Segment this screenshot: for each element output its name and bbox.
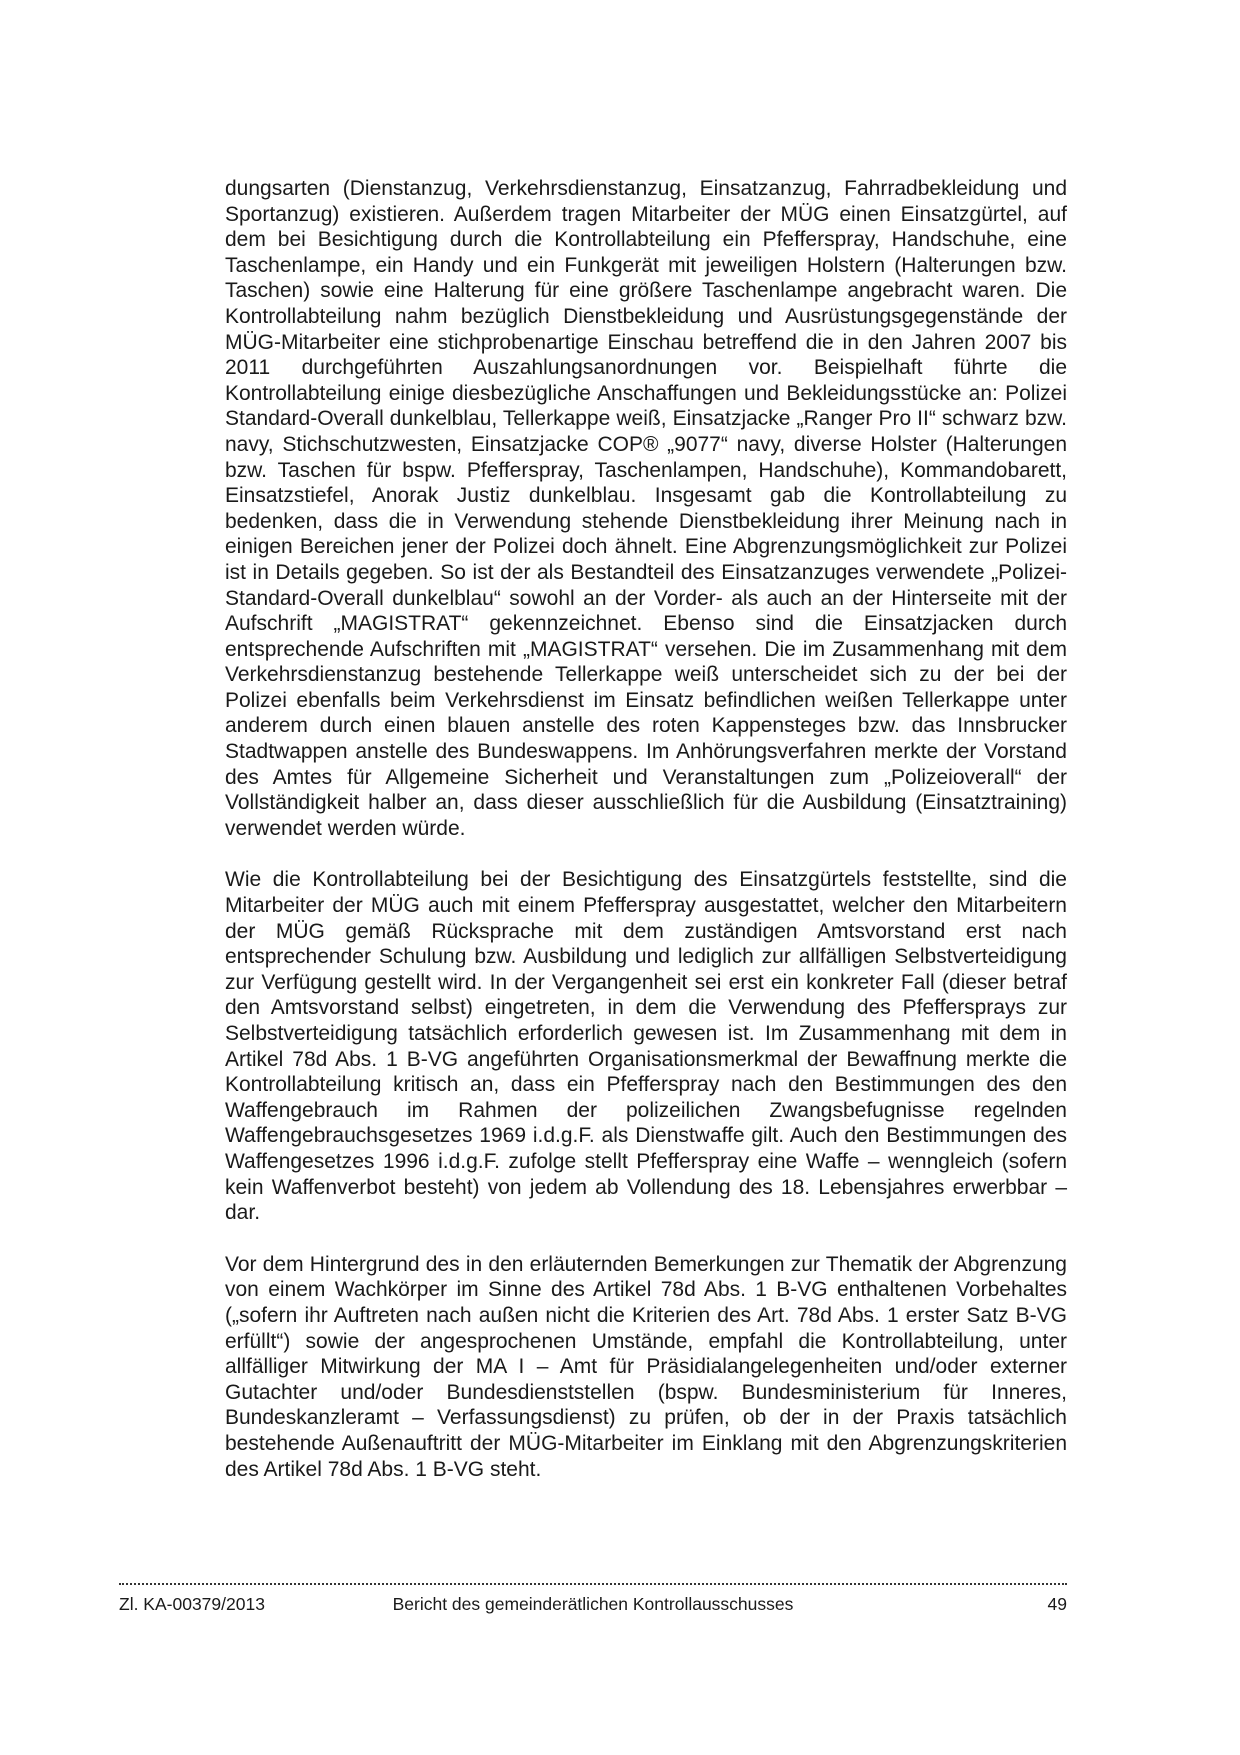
- footer-dotted-rule: [119, 1583, 1067, 1585]
- footer-row: [119, 1593, 1067, 1619]
- page-footer: [119, 1583, 1067, 1619]
- body-text: [225, 176, 1067, 1482]
- paragraph-uniform-equipment: dungsarten (Dienstanzug, Verkehrsdienstanzug, Einsatzanzug, Fahrradbekleidung und Sportanzug) existieren. Außerdem tragen Mitarbeiter der MÜG einen Einsatzgürtel, auf dem bei Besichtigung durch die Kontrollabteilung ein Pfefferspray, Handschuhe, eine Taschenlampe, ein Handy und ein Funkgerät mit jeweiligen Holstern (Halterungen bzw. Taschen) sowie eine Halterung für eine größere Taschenlampe angebracht waren. Die Kontrollabteilung nahm bezüglich Dienstbekleidung und Ausrüstungsgegenstände der MÜG-Mitarbeiter eine stichprobenartige Einschau betreffend die in den Jahren 2007 bis 2011 durchgeführten Auszahlungsanordnungen vor. Beispielhaft führte die Kontrollabteilung einige diesbezügliche Anschaffungen und Bekleidungsstücke an: Polizei Standard-Overall dunkelblau, Tellerkappe weiß, Einsatzjacke „Ranger Pro II“ schwarz bzw. navy, Stichschutzwesten, Einsatzjacke COP® „9077“ navy, diverse Holster (Halterungen bzw. Taschen für bspw. Pfefferspray, Taschenlampen, Handschuhe), Kommandobarett, Einsatzstiefel, Anorak Justiz dunkelblau. Insgesamt gab die Kontrollabteilung zu bedenken, dass die in Verwendung stehende Dienstbekleidung ihrer Meinung nach in einigen Bereichen jener der Polizei doch ähnelt. Eine Abgrenzungsmöglichkeit zur Polizei ist in Details gegeben. So ist der als Bestandteil des Einsatzanzuges verwendete „Polizei-Standard-Overall dunkelblau“ sowohl an der Vorder- als auch an der Hinterseite mit der Aufschrift „MAGISTRAT“ gekennzeichnet. Ebenso sind die Einsatzjacken durch entsprechende Aufschriften mit „MAGISTRAT“ versehen. Die im Zusammenhang mit dem Verkehrsdienstanzug bestehende Tellerkappe weiß unterscheidet sich zu der bei der Polizei ebenfalls beim Verkehrsdienst im Einsatz befindlichen weißen Tellerkappe unter anderem durch einen blauen anstelle des roten Kappensteges bzw. das Innsbrucker Stadtwappen anstelle des Bundeswappens. Im Anhörungsverfahren merkte der Vorstand des Amtes für Allgemeine Sicherheit und Veranstaltungen zum „Polizeioverall“ der Vollständigkeit halber an, dass dieser ausschließlich für die Ausbildung (Einsatztraining) verwendet werden würde.: [225, 177, 1067, 840]
- page-number: 49: [1047, 1594, 1067, 1614]
- footer-reference: Zl. KA-00379/2013: [119, 1594, 265, 1614]
- paragraph-pepper-spray: Wie die Kontrollabteilung bei der Besichtigung des Einsatzgürtels feststellte, sind die Mitarbeiter der MÜG auch mit einem Pfefferspray ausgestattet, welcher den Mitarbeitern der MÜG gemäß Rücksprache mit dem zuständigen Amtsvorstand erst nach entsprechender Schulung bzw. Ausbildung und lediglich zur allfälligen Selbstverteidigung zur Verfügung gestellt wird. In der Vergangenheit sei erst ein konkreter Fall (dieser betraf den Amtsvorstand selbst) eingetreten, in dem die Verwendung des Pfeffersprays zur Selbstverteidigung tatsächlich erforderlich gewesen ist. Im Zusammenhang mit dem in Artikel 78d Abs. 1 B-VG angeführten Organisationsmerkmal der Bewaffnung merkte die Kontrollabteilung kritisch an, dass ein Pfefferspray nach den Bestimmungen des den Waffengebrauch im Rahmen der polizeilichen Zwangsbefugnisse regelnden Waffengebrauchsgesetzes 1969 i.d.g.F. als Dienstwaffe gilt. Auch den Bestimmungen des Waffengesetzes 1996 i.d.g.F. zufolge stellt Pfefferspray eine Waffe – wenngleich (sofern kein Waffenverbot besteht) von jedem ab Vollendung des 18. Lebensjahres erwerbbar – dar.: [225, 868, 1067, 1225]
- footer-title: Bericht des gemeinderätlichen Kontrollausschusses: [392, 1594, 794, 1614]
- paragraph-recommendation: Vor dem Hintergrund des in den erläuternden Bemerkungen zur Thematik der Abgrenzung von einem Wachkörper im Sinne des Artikel 78d Abs. 1 B-VG enthaltenen Vorbehaltes („sofern ihr Auftreten nach außen nicht die Kriterien des Art. 78d Abs. 1 erster Satz B-VG erfüllt“) sowie der angesprochenen Umstände, empfahl die Kontrollabteilung, unter allfälliger Mitwirkung der MA I – Amt für Präsidialangelegenheiten und/oder externer Gutachter und/oder Bundesdienststellen (bspw. Bundesministerium für Inneres, Bundeskanzleramt – Verfassungsdienst) zu prüfen, ob der in der Praxis tatsächlich bestehende Außenauftritt der MÜG-Mitarbeiter im Einklang mit den Abgrenzungskriterien des Artikel 78d Abs. 1 B-VG steht.: [225, 1252, 1067, 1481]
